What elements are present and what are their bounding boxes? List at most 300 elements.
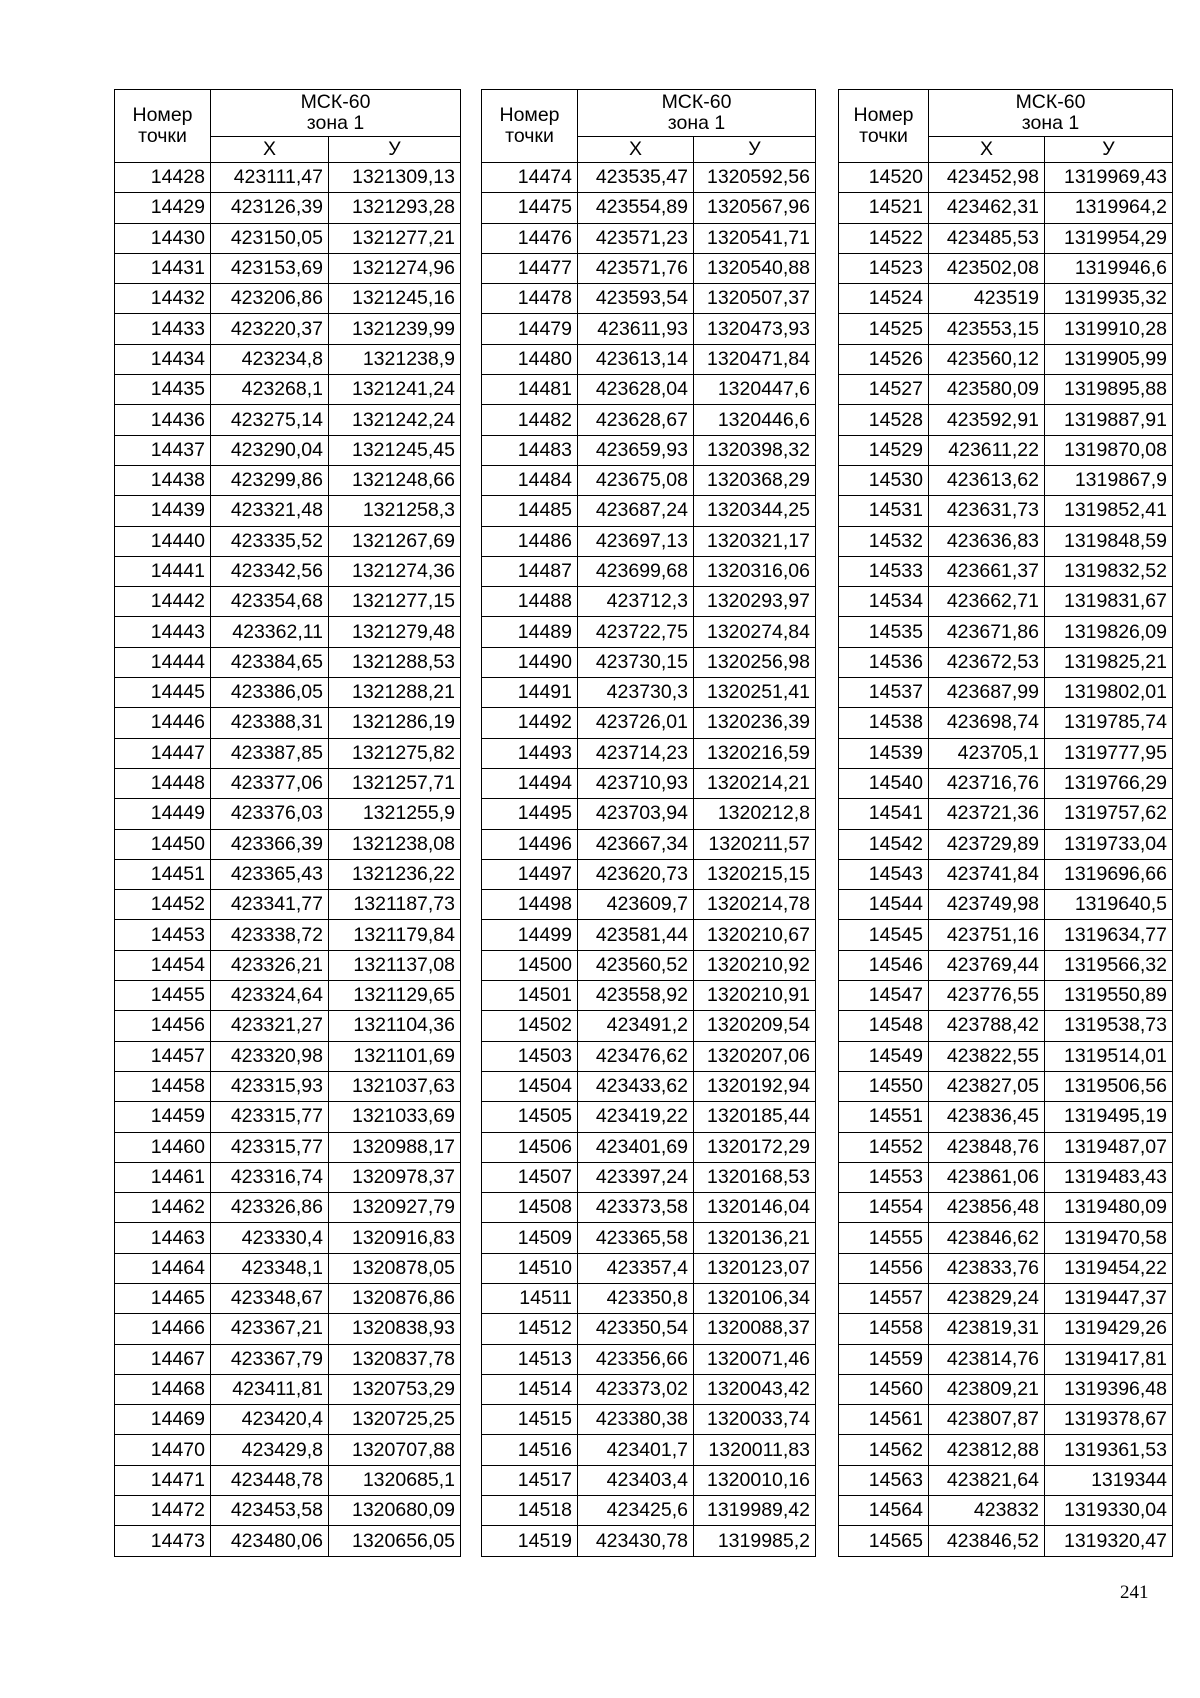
- x-coordinate-cell: 423401,7: [578, 1435, 694, 1465]
- x-coordinate-cell: 423397,24: [578, 1162, 694, 1192]
- point-number-cell: 14462: [115, 1193, 211, 1223]
- point-number-cell: 14551: [839, 1102, 929, 1132]
- point-number-cell: 14543: [839, 859, 929, 889]
- x-coordinate-cell: 423819,31: [929, 1314, 1045, 1344]
- x-coordinate-cell: 423856,48: [929, 1193, 1045, 1223]
- y-coordinate-cell: 1319910,28: [1045, 314, 1173, 344]
- y-coordinate-cell: 1321033,69: [329, 1102, 461, 1132]
- point-number-cell: 14517: [482, 1465, 578, 1495]
- table-row: [482, 405, 816, 435]
- y-coordinate-cell: 1319696,66: [1045, 859, 1173, 889]
- x-coordinate-cell: 423697,13: [578, 526, 694, 556]
- y-coordinate-cell: 1319396,48: [1045, 1374, 1173, 1404]
- x-coordinate-cell: 423452,98: [929, 163, 1045, 193]
- table-row: [115, 920, 461, 950]
- y-coordinate-cell: 1319417,81: [1045, 1344, 1173, 1374]
- point-number-cell: 14487: [482, 556, 578, 586]
- x-coordinate-cell: 423809,21: [929, 1374, 1045, 1404]
- x-coordinate-cell: 423788,42: [929, 1011, 1045, 1041]
- y-coordinate-cell: 1320680,09: [329, 1496, 461, 1526]
- x-coordinate-cell: 423126,39: [211, 193, 329, 223]
- table-row: [839, 950, 1173, 980]
- x-coordinate-cell: 423480,06: [211, 1526, 329, 1556]
- table-row: [115, 587, 461, 617]
- table-row: [115, 1314, 461, 1344]
- y-coordinate-cell: 1320927,79: [329, 1193, 461, 1223]
- y-coordinate-cell: 1321104,36: [329, 1011, 461, 1041]
- x-coordinate-cell: 423321,48: [211, 496, 329, 526]
- point-number-cell: 14459: [115, 1102, 211, 1132]
- table-row: [482, 738, 816, 768]
- table-row: [482, 1071, 816, 1101]
- y-coordinate-cell: 1321288,53: [329, 647, 461, 677]
- table-row: [482, 1193, 816, 1223]
- y-coordinate-cell: 1319954,29: [1045, 223, 1173, 253]
- table-row: [482, 587, 816, 617]
- table-row: [115, 435, 461, 465]
- point-number-cell: 14478: [482, 284, 578, 314]
- point-number-cell: 14513: [482, 1344, 578, 1374]
- y-coordinate-cell: 1319487,07: [1045, 1132, 1173, 1162]
- x-coordinate-cell: 423714,23: [578, 738, 694, 768]
- y-coordinate-cell: 1320209,54: [694, 1011, 816, 1041]
- table-row: [839, 344, 1173, 374]
- table-row: [482, 1405, 816, 1435]
- y-coordinate-cell: 1319470,58: [1045, 1223, 1173, 1253]
- x-coordinate-cell: 423341,77: [211, 890, 329, 920]
- point-number-cell: 14518: [482, 1496, 578, 1526]
- point-number-cell: 14481: [482, 375, 578, 405]
- y-coordinate-cell: 1320707,88: [329, 1435, 461, 1465]
- y-coordinate-cell: 1320071,46: [694, 1344, 816, 1374]
- y-coordinate-cell: 1320088,37: [694, 1314, 816, 1344]
- point-number-cell: 14536: [839, 647, 929, 677]
- x-coordinate-cell: 423675,08: [578, 465, 694, 495]
- point-number-cell: 14539: [839, 738, 929, 768]
- point-number-cell: 14479: [482, 314, 578, 344]
- point-number-cell: 14507: [482, 1162, 578, 1192]
- y-coordinate-cell: 1321238,08: [329, 829, 461, 859]
- table-row: [839, 526, 1173, 556]
- y-coordinate-cell: 1319848,59: [1045, 526, 1173, 556]
- table-row: [839, 1041, 1173, 1071]
- table-row: [482, 1223, 816, 1253]
- point-number-cell: 14437: [115, 435, 211, 465]
- point-number-cell: 14560: [839, 1374, 929, 1404]
- x-coordinate-cell: 423338,72: [211, 920, 329, 950]
- y-coordinate-cell: 1320106,34: [694, 1283, 816, 1313]
- point-number-cell: 14488: [482, 587, 578, 617]
- point-number-cell: 14565: [839, 1526, 929, 1556]
- x-coordinate-cell: 423672,53: [929, 647, 1045, 677]
- x-header: X: [211, 137, 329, 163]
- x-coordinate-cell: 423821,64: [929, 1465, 1045, 1495]
- table-body: [839, 163, 1173, 1557]
- x-coordinate-cell: 423429,8: [211, 1435, 329, 1465]
- point-number-cell: 14557: [839, 1283, 929, 1313]
- table-row: [482, 253, 816, 283]
- x-coordinate-cell: 423833,76: [929, 1253, 1045, 1283]
- y-coordinate-cell: 1319344: [1045, 1465, 1173, 1495]
- y-coordinate-cell: 1321241,24: [329, 375, 461, 405]
- point-number-cell: 14429: [115, 193, 211, 223]
- x-coordinate-cell: 423403,4: [578, 1465, 694, 1495]
- y-coordinate-cell: 1319989,42: [694, 1496, 816, 1526]
- y-coordinate-cell: 1319634,77: [1045, 920, 1173, 950]
- x-coordinate-cell: 423268,1: [211, 375, 329, 405]
- x-coordinate-cell: 423425,6: [578, 1496, 694, 1526]
- table-row: [482, 1374, 816, 1404]
- table-row: [839, 556, 1173, 586]
- table-row: [839, 1526, 1173, 1556]
- table-row: [482, 1496, 816, 1526]
- point-number-cell: 14550: [839, 1071, 929, 1101]
- table-row: [482, 1283, 816, 1313]
- x-coordinate-cell: 423729,89: [929, 829, 1045, 859]
- x-coordinate-cell: 423373,58: [578, 1193, 694, 1223]
- table-row: [482, 920, 816, 950]
- x-coordinate-cell: 423769,44: [929, 950, 1045, 980]
- x-coordinate-cell: 423661,37: [929, 556, 1045, 586]
- point-number-cell: 14460: [115, 1132, 211, 1162]
- x-coordinate-cell: 423726,01: [578, 708, 694, 738]
- x-coordinate-cell: 423580,09: [929, 375, 1045, 405]
- table-row: [115, 1405, 461, 1435]
- y-coordinate-cell: 1319320,47: [1045, 1526, 1173, 1556]
- point-number-cell: 14439: [115, 496, 211, 526]
- x-coordinate-cell: 423430,78: [578, 1526, 694, 1556]
- y-coordinate-cell: 1319825,21: [1045, 647, 1173, 677]
- table-row: [115, 1223, 461, 1253]
- point-number-cell: 14521: [839, 193, 929, 223]
- x-coordinate-cell: 423571,76: [578, 253, 694, 283]
- page-number: 241: [1120, 1582, 1149, 1603]
- table-body: [115, 163, 461, 1557]
- point-number-cell: 14496: [482, 829, 578, 859]
- point-number-cell: 14509: [482, 1223, 578, 1253]
- x-coordinate-cell: 423350,8: [578, 1283, 694, 1313]
- point-number-cell: 14469: [115, 1405, 211, 1435]
- y-coordinate-cell: 1321257,71: [329, 768, 461, 798]
- point-number-cell: 14466: [115, 1314, 211, 1344]
- table-row: [115, 1071, 461, 1101]
- table-row: [115, 859, 461, 889]
- y-coordinate-cell: 1319506,56: [1045, 1071, 1173, 1101]
- table-row: [115, 375, 461, 405]
- x-coordinate-cell: 423419,22: [578, 1102, 694, 1132]
- x-coordinate-cell: 423827,05: [929, 1071, 1045, 1101]
- y-coordinate-cell: 1321101,69: [329, 1041, 461, 1071]
- table-row: [482, 647, 816, 677]
- x-coordinate-cell: 423636,83: [929, 526, 1045, 556]
- point-number-cell: 14490: [482, 647, 578, 677]
- point-number-cell: 14464: [115, 1253, 211, 1283]
- table-row: [482, 1344, 816, 1374]
- x-coordinate-cell: 423620,73: [578, 859, 694, 889]
- y-coordinate-cell: 1319550,89: [1045, 981, 1173, 1011]
- y-coordinate-cell: 1320146,04: [694, 1193, 816, 1223]
- point-number-cell: 14547: [839, 981, 929, 1011]
- point-number-cell: 14484: [482, 465, 578, 495]
- y-coordinate-cell: 1321129,65: [329, 981, 461, 1011]
- point-number-cell: 14467: [115, 1344, 211, 1374]
- point-number-cell: 14480: [482, 344, 578, 374]
- table-row: [115, 1041, 461, 1071]
- x-coordinate-cell: 423324,64: [211, 981, 329, 1011]
- table-row: [115, 829, 461, 859]
- x-coordinate-cell: 423705,1: [929, 738, 1045, 768]
- y-coordinate-cell: 1321238,9: [329, 344, 461, 374]
- table-row: [839, 1344, 1173, 1374]
- x-coordinate-cell: 423485,53: [929, 223, 1045, 253]
- table-row: [839, 920, 1173, 950]
- x-coordinate-cell: 423401,69: [578, 1132, 694, 1162]
- table-row: [482, 708, 816, 738]
- x-coordinate-cell: 423316,74: [211, 1162, 329, 1192]
- y-coordinate-cell: 1319870,08: [1045, 435, 1173, 465]
- table-row: [482, 496, 816, 526]
- table-row: [839, 465, 1173, 495]
- y-coordinate-cell: 1321239,99: [329, 314, 461, 344]
- point-number-cell: 14501: [482, 981, 578, 1011]
- point-number-cell: 14504: [482, 1071, 578, 1101]
- point-number-cell: 14533: [839, 556, 929, 586]
- y-header: У: [694, 137, 816, 163]
- point-number-cell: 14541: [839, 799, 929, 829]
- point-number-header: Номер точки: [482, 90, 578, 163]
- point-number-cell: 14452: [115, 890, 211, 920]
- y-coordinate-cell: 1320185,44: [694, 1102, 816, 1132]
- point-number-cell: 14519: [482, 1526, 578, 1556]
- point-number-cell: 14431: [115, 253, 211, 283]
- y-coordinate-cell: 1321245,16: [329, 284, 461, 314]
- x-coordinate-cell: 423822,55: [929, 1041, 1045, 1071]
- table-row: [115, 678, 461, 708]
- y-coordinate-cell: 1320368,29: [694, 465, 816, 495]
- table-row: [839, 193, 1173, 223]
- x-coordinate-cell: 423814,76: [929, 1344, 1045, 1374]
- y-coordinate-cell: 1320988,17: [329, 1132, 461, 1162]
- y-coordinate-cell: 1319361,53: [1045, 1435, 1173, 1465]
- x-coordinate-cell: 423111,47: [211, 163, 329, 193]
- x-coordinate-cell: 423628,04: [578, 375, 694, 405]
- x-coordinate-cell: 423554,89: [578, 193, 694, 223]
- y-coordinate-cell: 1321242,24: [329, 405, 461, 435]
- table-row: [482, 465, 816, 495]
- table-row: [839, 617, 1173, 647]
- y-coordinate-cell: 1319777,95: [1045, 738, 1173, 768]
- table-row: [839, 1132, 1173, 1162]
- table-row: [482, 284, 816, 314]
- table-row: [482, 829, 816, 859]
- x-coordinate-cell: 423153,69: [211, 253, 329, 283]
- table-row: [482, 950, 816, 980]
- x-coordinate-cell: 423687,24: [578, 496, 694, 526]
- x-coordinate-cell: 423315,77: [211, 1102, 329, 1132]
- y-coordinate-cell: 1320136,21: [694, 1223, 816, 1253]
- table-row: [115, 253, 461, 283]
- table-row: [115, 163, 461, 193]
- table-row: [839, 738, 1173, 768]
- point-number-cell: 14435: [115, 375, 211, 405]
- y-coordinate-cell: 1319826,09: [1045, 617, 1173, 647]
- point-number-cell: 14556: [839, 1253, 929, 1283]
- point-number-cell: 14451: [115, 859, 211, 889]
- y-coordinate-cell: 1319905,99: [1045, 344, 1173, 374]
- table-row: [839, 1162, 1173, 1192]
- y-coordinate-cell: 1320656,05: [329, 1526, 461, 1556]
- table-row: [482, 1162, 816, 1192]
- table-row: [839, 1314, 1173, 1344]
- x-coordinate-cell: 423519: [929, 284, 1045, 314]
- y-coordinate-cell: 1320916,83: [329, 1223, 461, 1253]
- x-coordinate-cell: 423659,93: [578, 435, 694, 465]
- y-coordinate-cell: 1320274,84: [694, 617, 816, 647]
- y-coordinate-cell: 1321179,84: [329, 920, 461, 950]
- table-row: [482, 1435, 816, 1465]
- y-coordinate-cell: 1320214,21: [694, 768, 816, 798]
- y-coordinate-cell: 1320446,6: [694, 405, 816, 435]
- y-coordinate-cell: 1319733,04: [1045, 829, 1173, 859]
- y-coordinate-cell: 1321274,36: [329, 556, 461, 586]
- point-number-cell: 14449: [115, 799, 211, 829]
- point-number-cell: 14525: [839, 314, 929, 344]
- table-row: [839, 1465, 1173, 1495]
- x-coordinate-cell: 423348,1: [211, 1253, 329, 1283]
- y-coordinate-cell: 1321187,73: [329, 890, 461, 920]
- point-number-cell: 14558: [839, 1314, 929, 1344]
- x-coordinate-cell: 423571,23: [578, 223, 694, 253]
- y-coordinate-cell: 1321267,69: [329, 526, 461, 556]
- point-number-cell: 14544: [839, 890, 929, 920]
- x-coordinate-cell: 423836,45: [929, 1102, 1045, 1132]
- point-number-cell: 14497: [482, 859, 578, 889]
- table-row: [115, 768, 461, 798]
- y-coordinate-cell: 1320507,37: [694, 284, 816, 314]
- y-coordinate-cell: 1320685,1: [329, 1465, 461, 1495]
- y-coordinate-cell: 1321286,19: [329, 708, 461, 738]
- point-number-cell: 14561: [839, 1405, 929, 1435]
- point-number-cell: 14514: [482, 1374, 578, 1404]
- y-coordinate-cell: 1320011,83: [694, 1435, 816, 1465]
- table-row: [115, 496, 461, 526]
- y-coordinate-cell: 1320172,29: [694, 1132, 816, 1162]
- y-coordinate-cell: 1319378,67: [1045, 1405, 1173, 1435]
- point-number-cell: 14453: [115, 920, 211, 950]
- point-number-cell: 14502: [482, 1011, 578, 1041]
- y-header: У: [329, 137, 461, 163]
- point-number-cell: 14457: [115, 1041, 211, 1071]
- x-coordinate-cell: 423354,68: [211, 587, 329, 617]
- table-row: [839, 1496, 1173, 1526]
- y-coordinate-cell: 1321037,63: [329, 1071, 461, 1101]
- table-row: [115, 1526, 461, 1556]
- table-row: [115, 1102, 461, 1132]
- point-number-cell: 14477: [482, 253, 578, 283]
- y-coordinate-cell: 1321277,21: [329, 223, 461, 253]
- table-row: [839, 163, 1173, 193]
- table-row: [482, 435, 816, 465]
- x-coordinate-cell: 423722,75: [578, 617, 694, 647]
- table-row: [482, 890, 816, 920]
- x-coordinate-cell: 423721,36: [929, 799, 1045, 829]
- point-number-cell: 14434: [115, 344, 211, 374]
- point-number-cell: 14432: [115, 284, 211, 314]
- x-coordinate-cell: 423832: [929, 1496, 1045, 1526]
- y-coordinate-cell: 1321293,28: [329, 193, 461, 223]
- table-row: [482, 1041, 816, 1071]
- point-number-cell: 14503: [482, 1041, 578, 1071]
- table-row: [839, 981, 1173, 1011]
- point-number-cell: 14495: [482, 799, 578, 829]
- table-row: [482, 1526, 816, 1556]
- x-coordinate-cell: 423671,86: [929, 617, 1045, 647]
- x-coordinate-cell: 423348,67: [211, 1283, 329, 1313]
- point-number-cell: 14500: [482, 950, 578, 980]
- x-header: X: [578, 137, 694, 163]
- point-number-cell: 14458: [115, 1071, 211, 1101]
- x-coordinate-cell: 423703,94: [578, 799, 694, 829]
- point-number-cell: 14529: [839, 435, 929, 465]
- point-number-cell: 14523: [839, 253, 929, 283]
- point-number-cell: 14463: [115, 1223, 211, 1253]
- x-coordinate-cell: 423698,74: [929, 708, 1045, 738]
- coordinate-table-3: [838, 89, 1173, 1557]
- point-number-cell: 14505: [482, 1102, 578, 1132]
- point-number-header: Номер точки: [839, 90, 929, 163]
- y-coordinate-cell: 1320978,37: [329, 1162, 461, 1192]
- x-coordinate-cell: 423716,76: [929, 768, 1045, 798]
- y-coordinate-cell: 1319935,32: [1045, 284, 1173, 314]
- point-number-cell: 14446: [115, 708, 211, 738]
- table-row: [115, 1496, 461, 1526]
- point-number-cell: 14540: [839, 768, 929, 798]
- point-number-cell: 14542: [839, 829, 929, 859]
- x-coordinate-cell: 423593,54: [578, 284, 694, 314]
- point-number-cell: 14482: [482, 405, 578, 435]
- x-coordinate-cell: 423667,34: [578, 829, 694, 859]
- y-coordinate-cell: 1320236,39: [694, 708, 816, 738]
- point-number-cell: 14555: [839, 1223, 929, 1253]
- table-row: [482, 1465, 816, 1495]
- x-coordinate-cell: 423462,31: [929, 193, 1045, 223]
- x-coordinate-cell: 423749,98: [929, 890, 1045, 920]
- point-number-cell: 14510: [482, 1253, 578, 1283]
- table-row: [115, 284, 461, 314]
- y-coordinate-cell: 1319447,37: [1045, 1283, 1173, 1313]
- table-row: [482, 344, 816, 374]
- table-row: [482, 193, 816, 223]
- x-coordinate-cell: 423553,15: [929, 314, 1045, 344]
- table-row: [115, 1011, 461, 1041]
- x-header: X: [929, 137, 1045, 163]
- table-row: [839, 1193, 1173, 1223]
- point-number-cell: 14471: [115, 1465, 211, 1495]
- x-coordinate-cell: 423776,55: [929, 981, 1045, 1011]
- point-number-cell: 14494: [482, 768, 578, 798]
- y-coordinate-cell: 1320725,25: [329, 1405, 461, 1435]
- x-coordinate-cell: 423712,3: [578, 587, 694, 617]
- table-row: [115, 1253, 461, 1283]
- x-coordinate-cell: 423613,62: [929, 465, 1045, 495]
- table-row: [482, 1253, 816, 1283]
- x-coordinate-cell: 423560,12: [929, 344, 1045, 374]
- y-coordinate-cell: 1319757,62: [1045, 799, 1173, 829]
- point-number-cell: 14516: [482, 1435, 578, 1465]
- table-row: [115, 223, 461, 253]
- point-number-cell: 14468: [115, 1374, 211, 1404]
- table-row: [482, 1011, 816, 1041]
